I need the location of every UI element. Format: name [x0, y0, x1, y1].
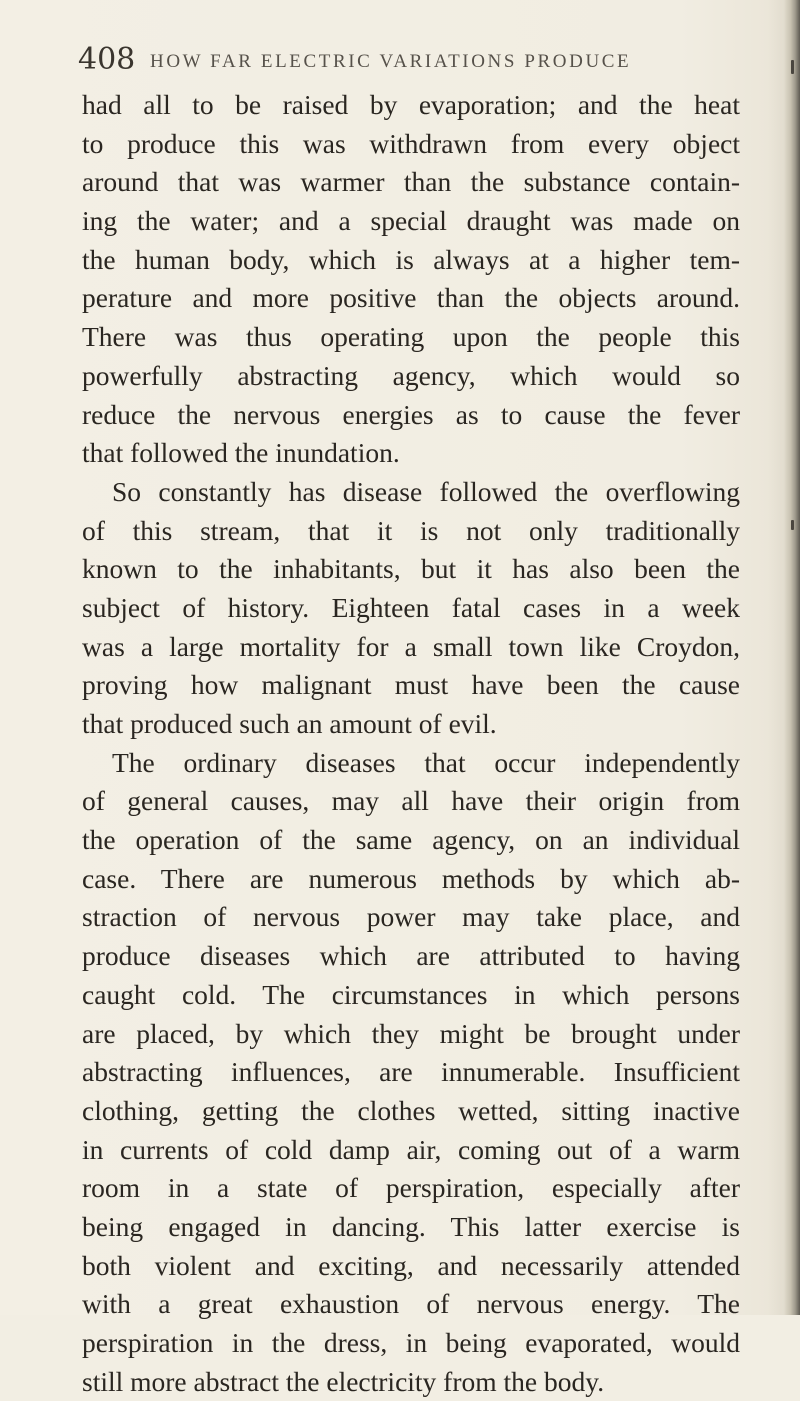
running-title: HOW FAR ELECTRIC VARIATIONS PRODUCE — [150, 51, 632, 72]
running-head — [78, 40, 738, 80]
text-line: in currents of cold damp air, coming out of a warm — [82, 1133, 740, 1165]
text-line: clothing, getting the clothes wetted, sitting inactive — [82, 1094, 740, 1126]
page-number: 408 — [78, 42, 136, 77]
text-line: around that was warmer than the substance contain- — [82, 166, 740, 198]
page-edge-shadow — [784, 0, 800, 1315]
body-text — [82, 86, 740, 1401]
text-line: reduce the nervous energies as to cause the fever — [82, 398, 740, 430]
text-line: known to the inhabitants, but it has also been the — [82, 553, 740, 585]
text-line: both violent and exciting, and necessarily attended — [82, 1249, 740, 1281]
text-line: room in a state of perspiration, especially after — [82, 1172, 740, 1204]
text-line: are placed, by which they might be brought under — [82, 1017, 740, 1049]
page-edge-mark — [791, 520, 794, 530]
text-line: subject of history. Eighteen fatal cases in a week — [82, 591, 740, 623]
text-line: abstracting influences, are innumerable. Insufficient — [82, 1056, 740, 1088]
text-line: The ordinary diseases that occur independently — [112, 746, 740, 778]
text-line: caught cold. The circumstances in which persons — [82, 978, 740, 1010]
text-line: being engaged in dancing. This latter exercise is — [82, 1210, 740, 1242]
text-line: that produced such an amount of evil. — [82, 708, 497, 739]
text-line: So constantly has disease followed the overflowing — [112, 475, 740, 507]
text-line: of this stream, that it is not only traditionally — [82, 514, 740, 546]
text-line: There was thus operating upon the people this — [82, 321, 740, 353]
text-line: produce diseases which are attributed to having — [82, 940, 740, 972]
text-line: straction of nervous power may take place, and — [82, 901, 740, 933]
text-line: case. There are numerous methods by which ab- — [82, 862, 740, 894]
text-line: ing the water; and a special draught was made on — [82, 205, 740, 237]
text-line: proving how malignant must have been the cause — [82, 669, 740, 701]
text-line: was a large mortality for a small town like Croydon, — [82, 630, 740, 662]
text-line: the human body, which is always at a higher tem- — [82, 243, 740, 275]
text-line: still more abstract the electricity from the body. — [82, 1365, 605, 1397]
text-line: to produce this was withdrawn from every object — [82, 127, 740, 159]
text-line: with a great exhaustion of nervous energy. The — [82, 1288, 740, 1320]
text-line: perspiration in the dress, in being evaporated, would — [82, 1327, 740, 1358]
text-line: that followed the inundation. — [82, 437, 400, 469]
text-line: of general causes, may all have their origin from — [82, 785, 740, 817]
page-edge-mark — [791, 60, 794, 74]
text-line: perature and more positive than the objects around. — [82, 282, 740, 314]
text-line: had all to be raised by evaporation; and the heat — [82, 89, 740, 120]
text-line: powerfully abstracting agency, which would so — [82, 359, 740, 391]
text-line: the operation of the same agency, on an individual — [82, 824, 740, 856]
